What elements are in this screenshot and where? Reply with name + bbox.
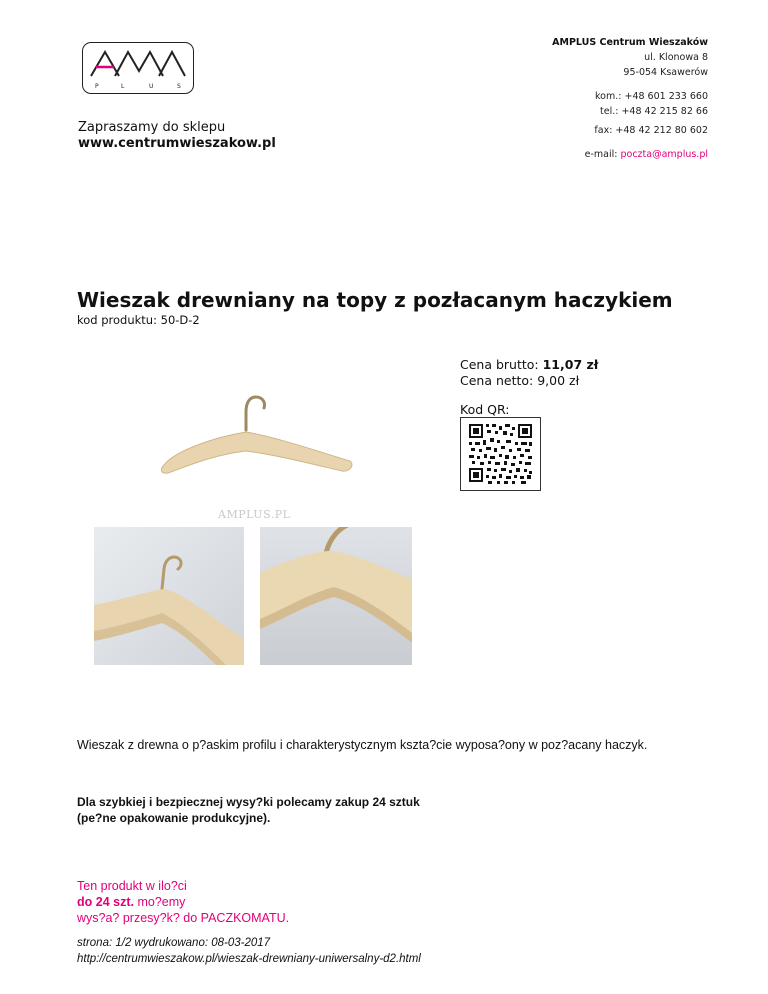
product-thumbnail[interactable] (260, 527, 412, 665)
price-gross (460, 357, 598, 373)
product-code: kod produktu: 50-D-2 (77, 313, 200, 327)
company-name: AMPLUS Centrum Wieszaków (552, 37, 708, 48)
logo-letter: L (121, 83, 125, 90)
logo-letter: S (177, 83, 181, 90)
recommendation-line: (pe?ne opakowanie produkcyjne). (77, 811, 271, 825)
shop-invite (78, 120, 276, 152)
image-watermark: AMPLUS.PL (218, 508, 291, 521)
print-footer (77, 935, 421, 967)
qr-code (460, 417, 541, 491)
price-gross-value: 11,07 zł (542, 357, 599, 372)
price-gross-label: Cena brutto: (460, 357, 543, 372)
promo-line: Ten produkt w ilo?ci (77, 879, 187, 893)
company-fax: fax: +48 42 212 80 602 (594, 125, 708, 136)
company-phone: tel.: +48 42 215 82 66 (600, 106, 708, 117)
shop-url[interactable]: www.centrumwieszakow.pl (78, 136, 276, 151)
recommendation-line: Dla szybkiej i bezpiecznej wysy?ki polecamy zakup 24 sztuk (77, 795, 420, 809)
page-url[interactable]: http://centrumwieszakow.pl/wieszak-drewniany-uniwersalny-d2.html (77, 953, 421, 965)
product-title: Wieszak drewniany na topy z pozłacanym haczykiem (77, 288, 673, 312)
qr-label: Kod QR: (460, 402, 510, 417)
company-logo (82, 42, 194, 94)
print-info: strona: 1/2 wydrukowano: 08-03-2017 (77, 937, 271, 949)
product-description: Wieszak z drewna o p?askim profilu i charakterystycznym kszta?cie wyposa?ony w poz?acany haczyk. (77, 738, 648, 752)
hanger-closeup-image (260, 527, 412, 665)
product-main-image (150, 362, 370, 522)
price-net: Cena netto: 9,00 zł (460, 373, 580, 388)
shipping-recommendation (77, 794, 420, 826)
paczkomat-promo (77, 878, 289, 926)
company-mobile: kom.: +48 601 233 660 (595, 91, 708, 102)
qr-code-icon (461, 418, 540, 490)
company-email (552, 147, 708, 162)
hanger-thumbnail-image (94, 527, 244, 665)
hanger-illustration (150, 362, 370, 522)
promo-line: wys?a? przesy?k? do PACZKOMATU. (77, 911, 290, 925)
promo-line (77, 894, 289, 910)
company-city: 95-054 Ksawerów (623, 67, 708, 78)
company-street: ul. Klonowa 8 (644, 52, 708, 63)
promo-text: mo?emy (133, 895, 186, 909)
product-thumbnail[interactable] (94, 527, 244, 665)
amplus-logo-icon (83, 43, 193, 93)
price-block (460, 357, 598, 389)
email-label: e-mail: (584, 149, 621, 160)
logo-letter: P (95, 83, 99, 90)
company-info (552, 35, 708, 162)
promo-quantity: do 24 szt. (77, 895, 134, 909)
logo-letter: U (149, 83, 154, 90)
email-link[interactable]: poczta@amplus.pl (620, 149, 708, 160)
invite-text: Zapraszamy do sklepu (78, 120, 226, 135)
